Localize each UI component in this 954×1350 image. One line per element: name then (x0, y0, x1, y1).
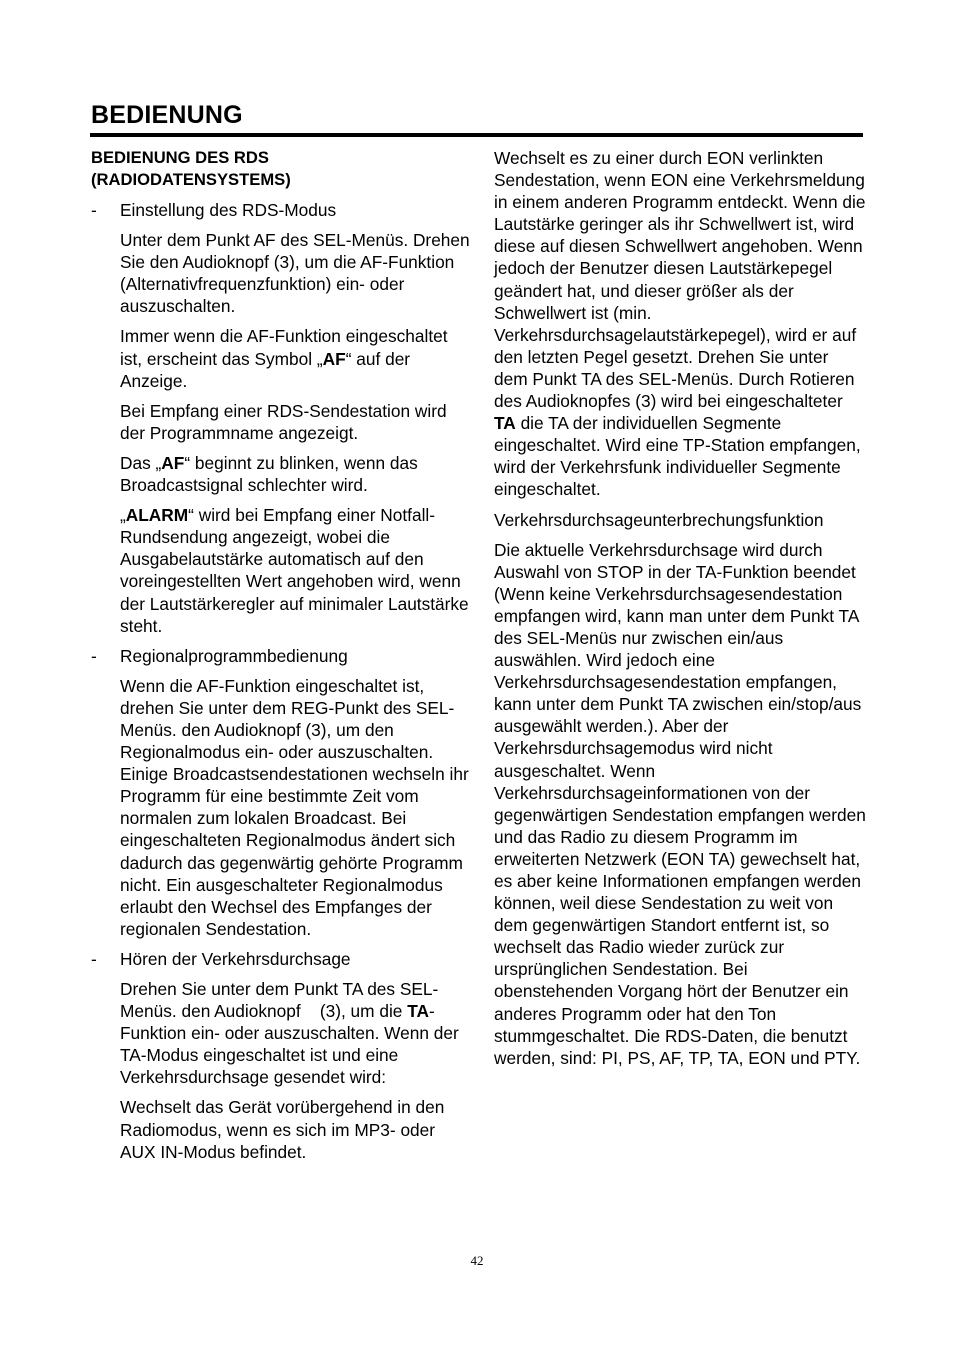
section-heading-line1: BEDIENUNG DES RDS (91, 148, 269, 167)
right-column (494, 147, 866, 1077)
bullet-rds-mode (91, 199, 471, 221)
text-run: “ auf der Anzeige. (120, 348, 411, 391)
page-title: BEDIENUNG (91, 101, 243, 129)
bullet-regional (91, 645, 471, 667)
text-run: Das „ (120, 452, 162, 473)
paragraph-program-name: Bei Empfang einer RDS-Sendestation wird der Programmname angezeigt. (120, 400, 447, 443)
bullet-traffic (91, 948, 471, 970)
bullet-dash: - (91, 645, 97, 666)
text-run: die TA der individuellen Segmente eingeschaltet. Wird eine TP-Station empfangen, wird der Verkehrsfunk individueller Segmente eingeschaltet. (494, 413, 861, 500)
bullet-label: Regionalprogrammbedienung (120, 645, 348, 666)
paragraph-traffic-stop: Die aktuelle Verkehrsdurchsage wird durch Auswahl von STOP in der TA-Funktion beendet (Wenn keine Verkehrsdurchsagesendestation empfangen wird, kann man unter dem Punkt TA des SEL-Menüs nur zwischen ein/aus auswählen. Wird jedoch eine Verkehrsdurchsagesendestation empfangen, kann unter dem Punkt TA zwischen ein/stop/aus ausgewählt werden.). Aber der Verkehrsdurchsagemodus wird nicht ausgeschaltet. Wenn Verkehrsdurchsageinformationen von der gegenwärtigen Sendestation empfangen werden und das Radio zu diesem Programm im erweiterten Netzwerk (EON TA) gewechselt hat, es aber keine Informationen empfangen werden können, weil diese Sendestation zu weit von dem gegenwärtigen Standort entfernt ist, so wechselt das Radio wieder zurück zur ursprünglichen Sendestation. Bei obenstehenden Vorgang hört der Benutzer ein anderes Programm oder hat den Ton stummgeschaltet. Die RDS-Daten, die benutzt werden, sind: PI, PS, AF, TP, TA, EON und PTY. (494, 539, 866, 1068)
text-run: “ beginnt zu blinken, wenn das Broadcastsignal schlechter wird. (120, 452, 418, 496)
paragraph-eon-switch (494, 147, 866, 501)
text-run: -Funktion ein- oder auszuschalten. Wenn der TA-Modus eingeschaltet ist und eine Verkehrsdurchsage gesendet wird: (120, 1001, 478, 1088)
paragraph-interrupt-function: Verkehrsdurchsageunterbrechungsfunktion (494, 509, 824, 530)
bullet-label: Einstellung des RDS-Modus (120, 200, 337, 220)
text-run: Wechselt es zu einer durch EON verlinkten Sendestation, wenn EON eine Verkehrsmeldung in einem anderen Programm entdeckt. Wenn die Lautstärke geringer als ihr Schwellwert ist, wird diese auf diesen Schwellwert angehoben. Wenn jedoch der Benutzer diesen Lautstärkepegel geändert hat, und dieser größer als der Schwellwert ist (min. Verkehrsdurchsagelautstärkepegel), wird er auf den letzten Pegel gesetzt. Drehen Sie unter dem Punkt TA des SEL-Menüs. Durch Rotieren des Audioknopfes (3) wird bei eingeschalteter (494, 148, 866, 412)
text-bold: TA (494, 413, 516, 434)
text-bold: AF (161, 452, 185, 473)
paragraph-alarm (91, 504, 471, 637)
title-underline (90, 133, 863, 137)
text-bold: TA (407, 1001, 429, 1022)
paragraph-regional-mode: Wenn die AF-Funktion eingeschaltet ist, drehen Sie unter dem REG-Punkt des SEL-Menüs. den Audioknopf (3), um den Regionalmodus ein- oder auszuschalten. Einige Broadcastsendestationen wechseln ihr Programm für eine bestimmte Zeit vom normalen zum lokalen Broadcast. Bei eingeschalteten Regionalmodus ändert sich dadurch das gegenwärtig gehörte Programm nicht. Ein ausgeschalteter Regionalmodus erlaubt den Wechsel des Empfanges der regionalen Sendestation. (120, 675, 469, 939)
bullet-dash: - (91, 200, 97, 220)
paragraph-af-blink (91, 452, 471, 496)
paragraph-radio-mode-switch: Wechselt das Gerät vorübergehend in den Radiomodus, wenn es sich im MP3- oder AUX IN-Modus befindet. (120, 1097, 445, 1162)
paragraph-ta-function (91, 978, 478, 1088)
text-bold: AF (322, 348, 346, 369)
bullet-dash: - (91, 948, 97, 969)
bullet-label: Hören der Verkehrsdurchsage (120, 948, 351, 969)
text-run: “ wird bei Empfang einer Notfall-Rundsendung angezeigt, wobei die Ausgabelautstärke automatisch auf den voreingestellten Wert angehoben wird, wenn der Lautstärkeregler auf minimaler Lautstärke steht. (120, 505, 469, 636)
text-run: „ (120, 505, 126, 526)
left-column (91, 147, 478, 1171)
text-run: Drehen Sie unter dem Punkt TA des SEL-Menüs. den Audioknopf (3), um die (120, 979, 439, 1022)
section-heading-line2: (RADIODATENSYSTEMS) (91, 170, 291, 189)
section-heading-rds (91, 147, 471, 191)
paragraph-af-symbol (91, 325, 471, 391)
page-number: 42 (470, 1253, 484, 1268)
text-run: Immer wenn die AF-Funktion eingeschaltet ist, erscheint das Symbol „ (120, 326, 448, 369)
paragraph-af-setting: Unter dem Punkt AF des SEL-Menüs. Drehen Sie den Audioknopf (3), um die AF-Funktion (Alternativfrequenzfunktion) ein- oder auszuschalten. (120, 230, 470, 317)
text-bold: ALARM (125, 505, 189, 526)
